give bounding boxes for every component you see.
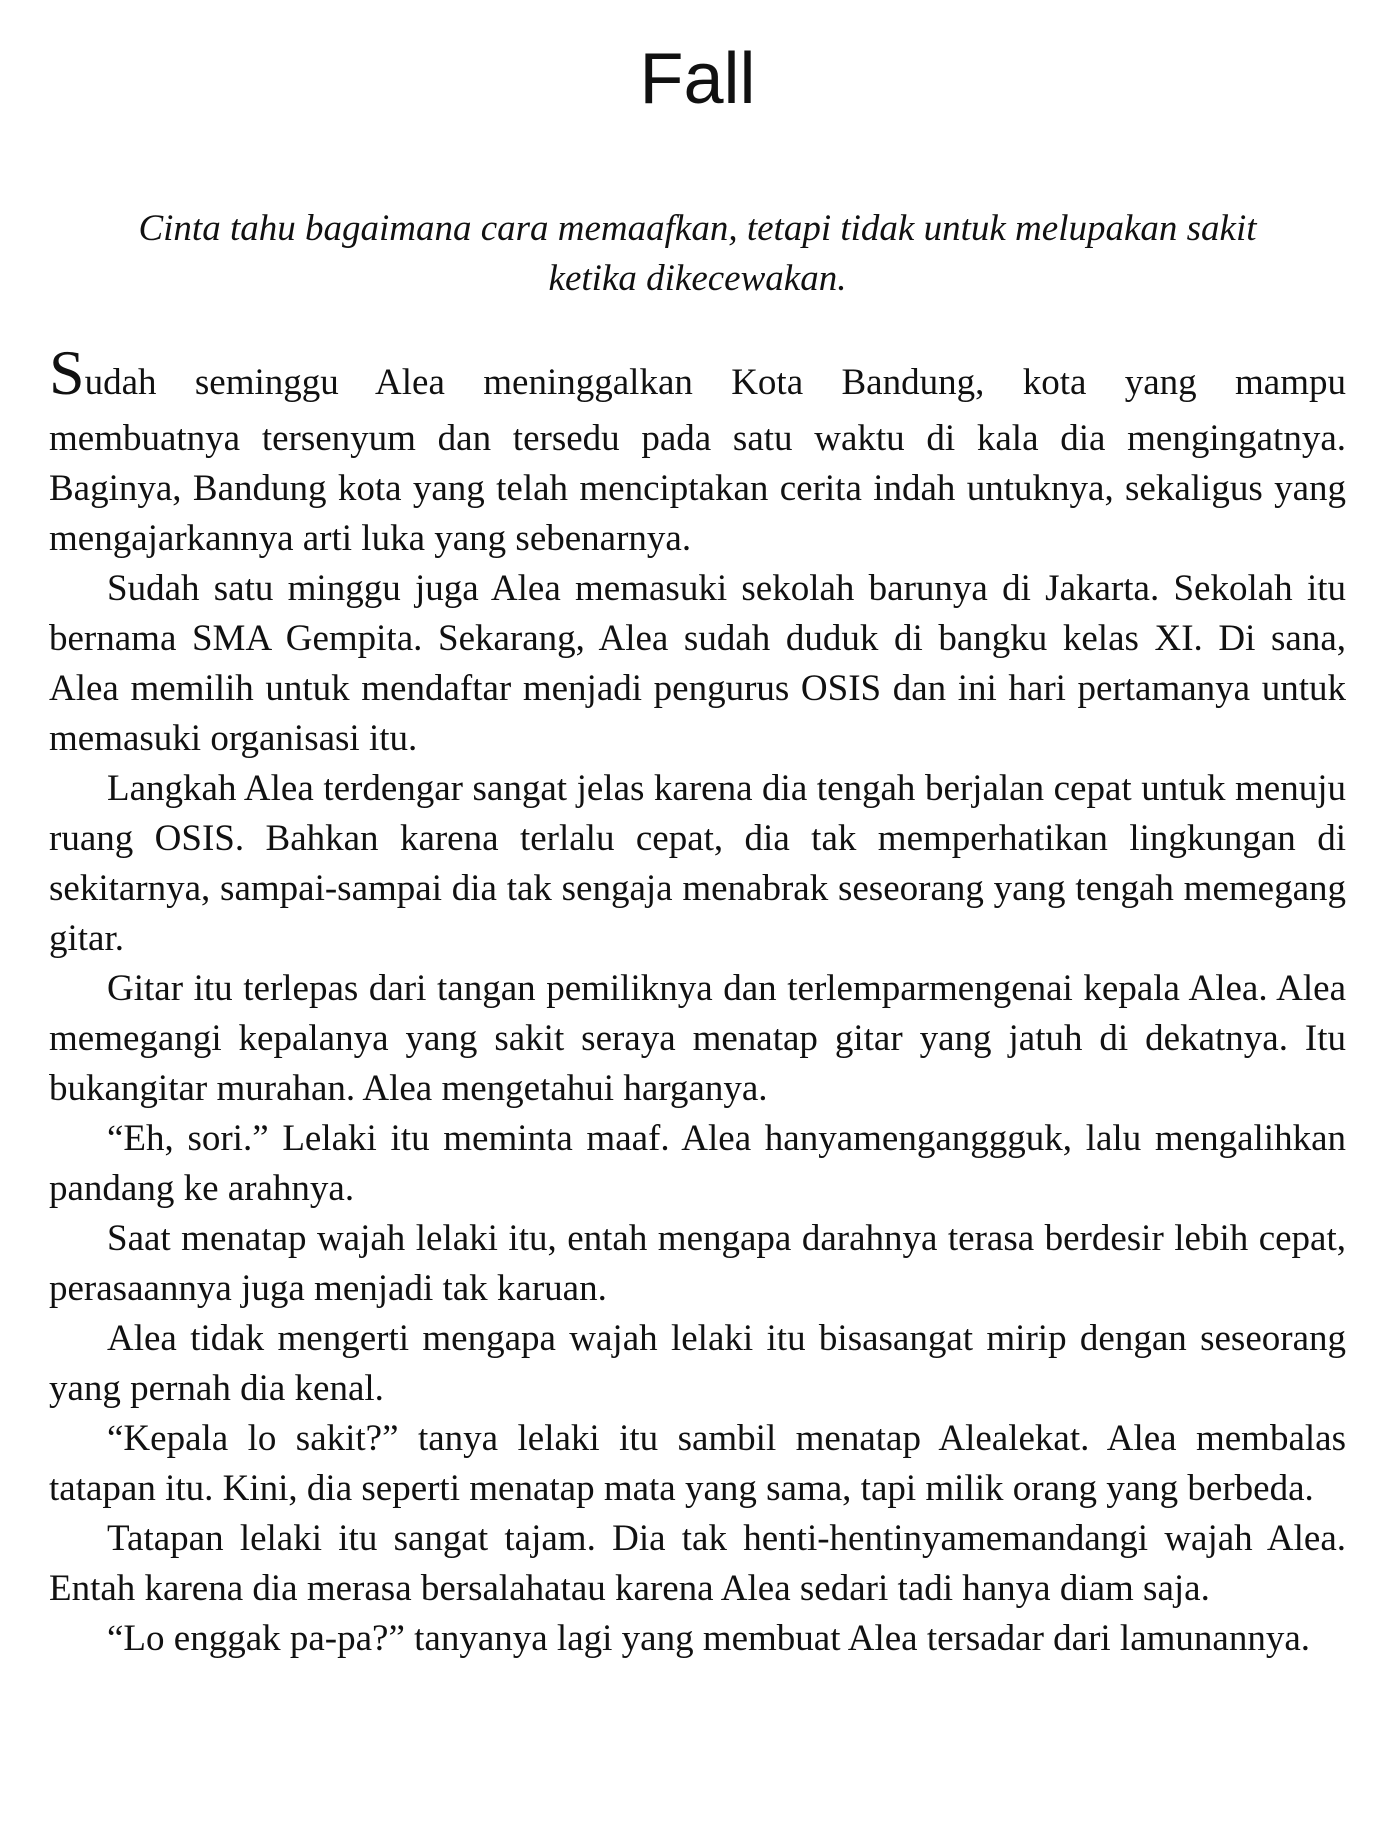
paragraph-7: Alea tidak mengerti mengapa wajah lelaki itu bisasangat mirip dengan seseorang yang pernah dia kenal. xyxy=(49,1318,1346,1409)
book-page xyxy=(49,0,1346,1664)
chapter-body xyxy=(49,337,1346,1664)
drop-cap: S xyxy=(49,337,85,408)
paragraph-1-first-line-text: udah seminggu Alea meninggalkan Kota Bandung, kota yang mampu xyxy=(84,362,1346,403)
paragraph-5: “Eh, sori.” Lelaki itu meminta maaf. Alea hanyamenganggguk, lalu mengalihkan pandang ke arahnya. xyxy=(49,1118,1346,1209)
chapter-title: Fall xyxy=(639,39,756,119)
paragraph-1-rest: membuatnya tersenyum dan tersedu pada satu waktu di kala dia mengingatnya. Baginya, Bandung kota yang telah menciptakan cerita indah untuknya, sekaligus yang mengajarkannya arti luka yang sebenarnya. xyxy=(49,418,1346,559)
epigraph-line-1: Cinta tahu bagaimana cara memaafkan, tetapi tidak untuk melupakan sakit xyxy=(138,208,1257,249)
paragraph-10: “Lo enggak pa-pa?” tanyanya lagi yang membuat Alea tersadar dari lamunannya. xyxy=(107,1618,1311,1659)
paragraph-4: Gitar itu terlepas dari tangan pemiliknya dan terlemparmengenai kepala Alea. Alea memegangi kepalanya yang sakit seraya menatap gitar yang jatuh di dekatnya. Itu bukangitar murahan. Alea mengetahui harganya. xyxy=(49,968,1346,1109)
paragraph-8: “Kepala lo sakit?” tanya lelaki itu sambil menatap Alealekat. Alea membalas tatapan itu. Kini, dia seperti menatap mata yang sama, tapi milik orang yang berbeda. xyxy=(49,1418,1346,1509)
epigraph-line-2: ketika dikecewakan. xyxy=(548,258,847,299)
paragraph-1 xyxy=(49,337,1346,564)
paragraph-2: Sudah satu minggu juga Alea memasuki sekolah barunya di Jakarta. Sekolah itu bernama SMA Gempita. Sekarang, Alea sudah duduk di bangku kelas XI. Di sana, Alea memilih untuk mendaftar menjadi pengurus OSIS dan ini hari pertamanya untuk memasuki organisasi itu. xyxy=(49,568,1346,759)
paragraph-9: Tatapan lelaki itu sangat tajam. Dia tak henti-hentinyamemandangi wajah Alea. Entah karena dia merasa bersalahatau karena Alea sedari tadi hanya diam saja. xyxy=(49,1518,1346,1609)
paragraph-1-first-line xyxy=(49,337,1346,414)
epigraph xyxy=(49,204,1346,304)
paragraph-6: Saat menatap wajah lelaki itu, entah mengapa darahnya terasa berdesir lebih cepat, perasaannya juga menjadi tak karuan. xyxy=(49,1218,1346,1309)
paragraph-3: Langkah Alea terdengar sangat jelas karena dia tengah berjalan cepat untuk menuju ruang OSIS. Bahkan karena terlalu cepat, dia tak memperhatikan lingkungan di sekitarnya, sampai-sampai dia tak sengaja menabrak seseorang yang tengah memegang gitar. xyxy=(49,768,1346,959)
